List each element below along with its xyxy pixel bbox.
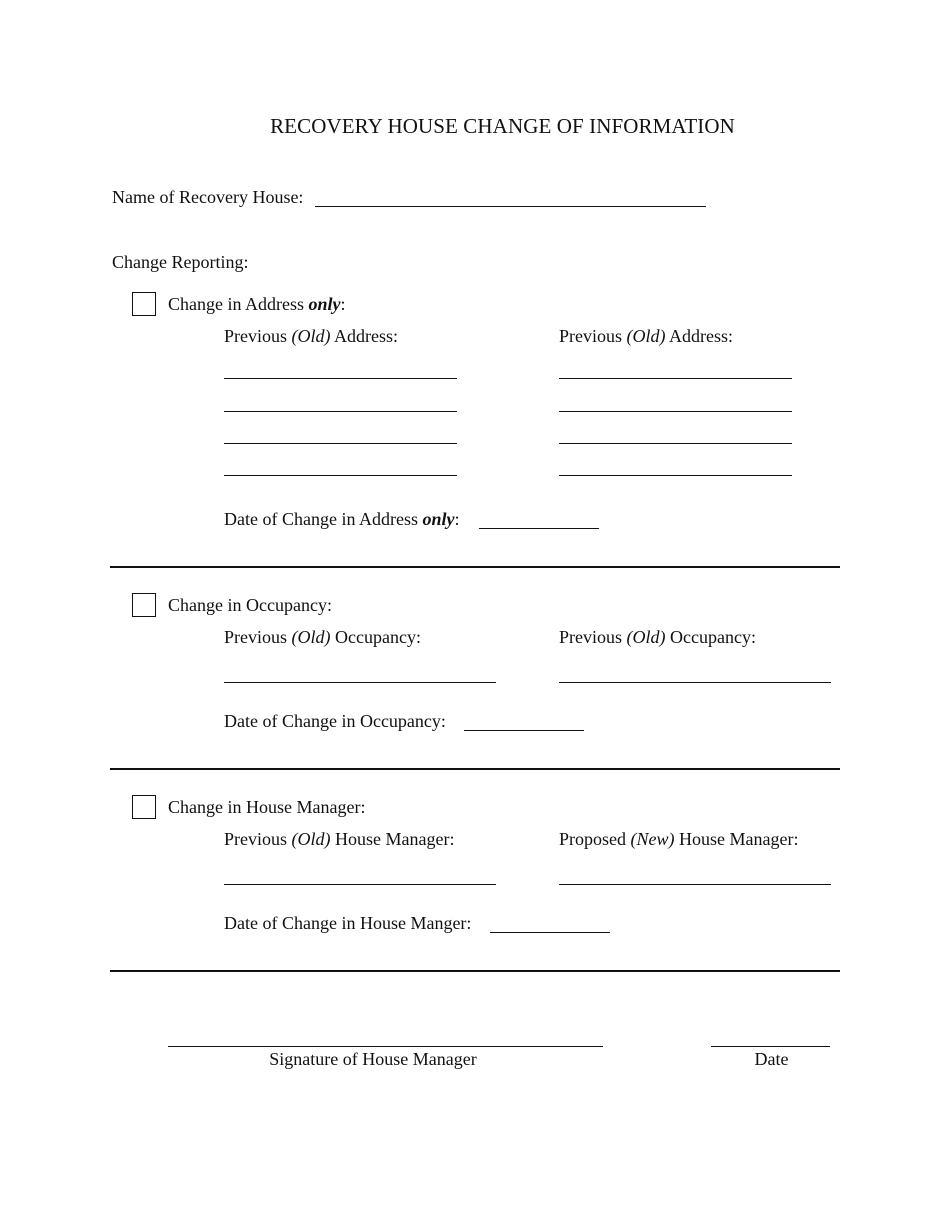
manager-change-checkbox[interactable] bbox=[132, 795, 156, 819]
previous-address-label-left: Previous (Old) Address: bbox=[224, 326, 398, 346]
previous-manager-line[interactable] bbox=[224, 884, 496, 885]
proposed-manager-line[interactable] bbox=[559, 884, 831, 885]
occupancy-change-checkbox[interactable] bbox=[132, 593, 156, 617]
address-line-right-2[interactable] bbox=[559, 411, 792, 412]
signature-label: Signature of House Manager bbox=[269, 1049, 477, 1069]
proposed-manager-label: Proposed (New) House Manager: bbox=[559, 829, 799, 849]
address-line-right-1[interactable] bbox=[559, 378, 792, 379]
name-of-house-label: Name of Recovery House: bbox=[112, 187, 304, 207]
address-section-heading: Change in Address only: bbox=[168, 294, 346, 314]
previous-manager-label: Previous (Old) House Manager: bbox=[224, 829, 455, 849]
signature-line[interactable] bbox=[168, 1046, 603, 1047]
signature-date-line[interactable] bbox=[711, 1046, 830, 1047]
page-title: RECOVERY HOUSE CHANGE OF INFORMATION bbox=[270, 114, 735, 138]
address-date-label: Date of Change in Address only: bbox=[224, 509, 460, 529]
address-line-right-4[interactable] bbox=[559, 475, 792, 476]
occupancy-date-field[interactable] bbox=[464, 730, 584, 731]
occupancy-line-left[interactable] bbox=[224, 682, 496, 683]
manager-section-heading: Change in House Manager: bbox=[168, 797, 366, 817]
section-divider bbox=[110, 970, 840, 972]
address-line-right-3[interactable] bbox=[559, 443, 792, 444]
address-line-left-4[interactable] bbox=[224, 475, 457, 476]
previous-occupancy-label-left: Previous (Old) Occupancy: bbox=[224, 627, 421, 647]
occupancy-section-heading: Change in Occupancy: bbox=[168, 595, 332, 615]
occupancy-line-right[interactable] bbox=[559, 682, 831, 683]
change-reporting-label: Change Reporting: bbox=[112, 252, 249, 272]
previous-occupancy-label-right: Previous (Old) Occupancy: bbox=[559, 627, 756, 647]
address-line-left-2[interactable] bbox=[224, 411, 457, 412]
manager-date-label: Date of Change in House Manger: bbox=[224, 913, 472, 933]
address-date-field[interactable] bbox=[479, 528, 599, 529]
address-change-checkbox[interactable] bbox=[132, 292, 156, 316]
name-of-house-field[interactable] bbox=[315, 206, 706, 207]
section-divider bbox=[110, 566, 840, 568]
signature-date-label: Date bbox=[754, 1049, 789, 1069]
manager-date-field[interactable] bbox=[490, 932, 610, 933]
previous-address-label-right: Previous (Old) Address: bbox=[559, 326, 733, 346]
occupancy-date-label: Date of Change in Occupancy: bbox=[224, 711, 446, 731]
section-divider bbox=[110, 768, 840, 770]
address-line-left-1[interactable] bbox=[224, 378, 457, 379]
address-line-left-3[interactable] bbox=[224, 443, 457, 444]
